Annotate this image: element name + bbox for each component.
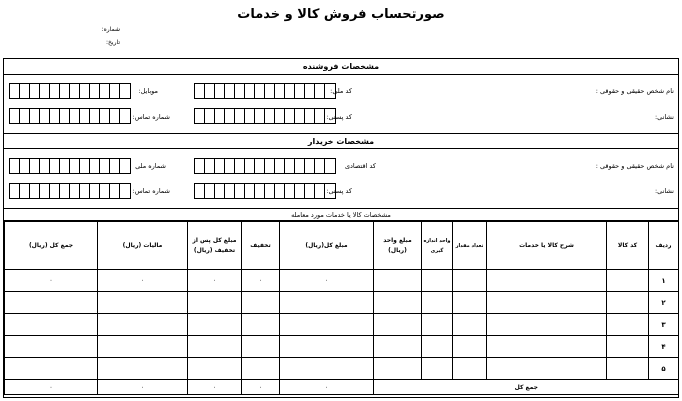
row-tax-cell[interactable]: [98, 292, 188, 314]
row-grand-cell[interactable]: ۰: [5, 270, 98, 292]
table-header-row: [5, 222, 679, 270]
seller-national-code-boxes[interactable]: [194, 83, 336, 99]
row-total-price-cell[interactable]: [280, 292, 374, 314]
row-grand-cell[interactable]: [5, 314, 98, 336]
row-tax-cell[interactable]: [98, 358, 188, 380]
row-tax-cell[interactable]: [98, 314, 188, 336]
row-quantity-cell[interactable]: [453, 270, 487, 292]
col-code-header: کد کالا: [607, 222, 649, 270]
row-total-price-cell[interactable]: [280, 314, 374, 336]
row-code-cell[interactable]: [607, 314, 649, 336]
row-total-price-cell[interactable]: [280, 336, 374, 358]
row-after-discount-cell[interactable]: [188, 292, 242, 314]
row-tax-cell[interactable]: [98, 336, 188, 358]
seller-national-code-label: کد ملی:: [330, 87, 352, 95]
row-unit-price-cell[interactable]: [374, 292, 422, 314]
row-code-cell[interactable]: [607, 270, 649, 292]
row-unit-price-cell[interactable]: [374, 358, 422, 380]
row-number: ۴: [649, 336, 679, 358]
total-tax-sum: ۰: [98, 380, 188, 395]
row-after-discount-cell[interactable]: [188, 336, 242, 358]
table-row: [5, 314, 679, 336]
col-quantity-header: تعداد مقدار: [453, 222, 487, 270]
table-total-row: [5, 380, 679, 395]
seller-mobile-boxes[interactable]: [9, 83, 131, 99]
invoice-number-label: شماره:: [101, 26, 120, 33]
row-quantity-cell[interactable]: [453, 358, 487, 380]
row-unit-price-cell[interactable]: [374, 336, 422, 358]
buyer-economic-code-label: کد اقتصادی: [344, 162, 376, 170]
items-table: [4, 221, 679, 395]
row-total-price-cell[interactable]: [280, 358, 374, 380]
total-label: جمع کل: [374, 380, 679, 395]
row-description-cell[interactable]: [487, 270, 607, 292]
buyer-economic-code-boxes[interactable]: [194, 158, 336, 174]
row-after-discount-cell[interactable]: ۰: [188, 270, 242, 292]
row-discount-cell[interactable]: [242, 358, 280, 380]
table-row: [5, 292, 679, 314]
buyer-phone-label: شماره تماس:: [132, 187, 170, 195]
seller-phone-boxes[interactable]: [9, 108, 131, 124]
row-quantity-cell[interactable]: [453, 314, 487, 336]
total-discount-sum: ۰: [242, 380, 280, 395]
total-after-discount-sum: ۰: [188, 380, 242, 395]
row-number: ۲: [649, 292, 679, 314]
row-code-cell[interactable]: [607, 292, 649, 314]
col-total-price-header: مبلغ کل(ریال): [280, 222, 374, 270]
buyer-address-label: نشانی:: [654, 187, 674, 195]
row-total-price-cell[interactable]: ۰: [280, 270, 374, 292]
col-grand-header: جمع کل (ریال): [5, 222, 98, 270]
row-unit-cell[interactable]: [422, 270, 453, 292]
row-description-cell[interactable]: [487, 292, 607, 314]
table-row: [5, 358, 679, 380]
seller-postal-code-boxes[interactable]: [194, 108, 336, 124]
buyer-name-label: نام شخص حقیقی و حقوقی :: [595, 162, 674, 170]
col-discount-header: تخفیف: [242, 222, 280, 270]
buyer-header: مشخصات خریدار: [4, 133, 678, 149]
buyer-postal-code-boxes[interactable]: [194, 183, 336, 199]
row-unit-cell[interactable]: [422, 292, 453, 314]
col-after-discount-header: مبلغ کل پس از تخفیف (ریال): [188, 222, 242, 270]
col-description-header: شرح کالا یا خدمات: [487, 222, 607, 270]
row-code-cell[interactable]: [607, 358, 649, 380]
table-row: [5, 336, 679, 358]
row-unit-price-cell[interactable]: [374, 314, 422, 336]
col-tax-header: مالیات (ریال): [98, 222, 188, 270]
seller-postal-code-label: کد پستی:: [326, 113, 352, 121]
row-grand-cell[interactable]: [5, 336, 98, 358]
buyer-postal-code-label: کد پستی:: [326, 187, 352, 195]
table-row: [5, 270, 679, 292]
col-row-header: ردیف: [649, 222, 679, 270]
seller-name-label: نام شخص حقیقی و حقوقی :: [595, 87, 674, 95]
row-discount-cell[interactable]: [242, 314, 280, 336]
row-description-cell[interactable]: [487, 336, 607, 358]
total-price-sum: ۰: [280, 380, 374, 395]
row-grand-cell[interactable]: [5, 358, 98, 380]
row-after-discount-cell[interactable]: [188, 358, 242, 380]
row-tax-cell[interactable]: ۰: [98, 270, 188, 292]
invoice-date-label: تاریخ:: [106, 39, 120, 46]
buyer-national-number-label: شماره ملی: [135, 162, 166, 170]
items-section-title: مشخصات کالا یا خدمات مورد معامله: [4, 208, 678, 221]
row-number: ۳: [649, 314, 679, 336]
invoice-frame: [3, 58, 679, 398]
row-quantity-cell[interactable]: [453, 292, 487, 314]
total-grand-sum: ۰: [5, 380, 98, 395]
col-unit-header: واحد اندازه گیری: [422, 222, 453, 270]
invoice-title: صورتحساب فروش کالا و خدمات: [237, 7, 445, 22]
buyer-national-number-boxes[interactable]: [9, 158, 131, 174]
row-number: ۵: [649, 358, 679, 380]
seller-mobile-label: موبایل:: [138, 87, 158, 95]
seller-phone-label: شماره تماس:: [132, 113, 170, 121]
buyer-phone-boxes[interactable]: [9, 183, 131, 199]
row-quantity-cell[interactable]: [453, 336, 487, 358]
row-description-cell[interactable]: [487, 358, 607, 380]
row-unit-price-cell[interactable]: [374, 270, 422, 292]
row-grand-cell[interactable]: [5, 292, 98, 314]
row-unit-cell[interactable]: [422, 314, 453, 336]
row-unit-cell[interactable]: [422, 358, 453, 380]
row-code-cell[interactable]: [607, 336, 649, 358]
row-discount-cell[interactable]: [242, 336, 280, 358]
col-unit-price-header: مبلغ واحد (ریال): [374, 222, 422, 270]
row-discount-cell[interactable]: ۰: [242, 270, 280, 292]
row-number: ۱: [649, 270, 679, 292]
row-discount-cell[interactable]: [242, 292, 280, 314]
row-description-cell[interactable]: [487, 314, 607, 336]
seller-address-label: نشانی:: [654, 113, 674, 121]
seller-header: مشخصات فروشنده: [4, 59, 678, 75]
row-unit-cell[interactable]: [422, 336, 453, 358]
row-after-discount-cell[interactable]: [188, 314, 242, 336]
